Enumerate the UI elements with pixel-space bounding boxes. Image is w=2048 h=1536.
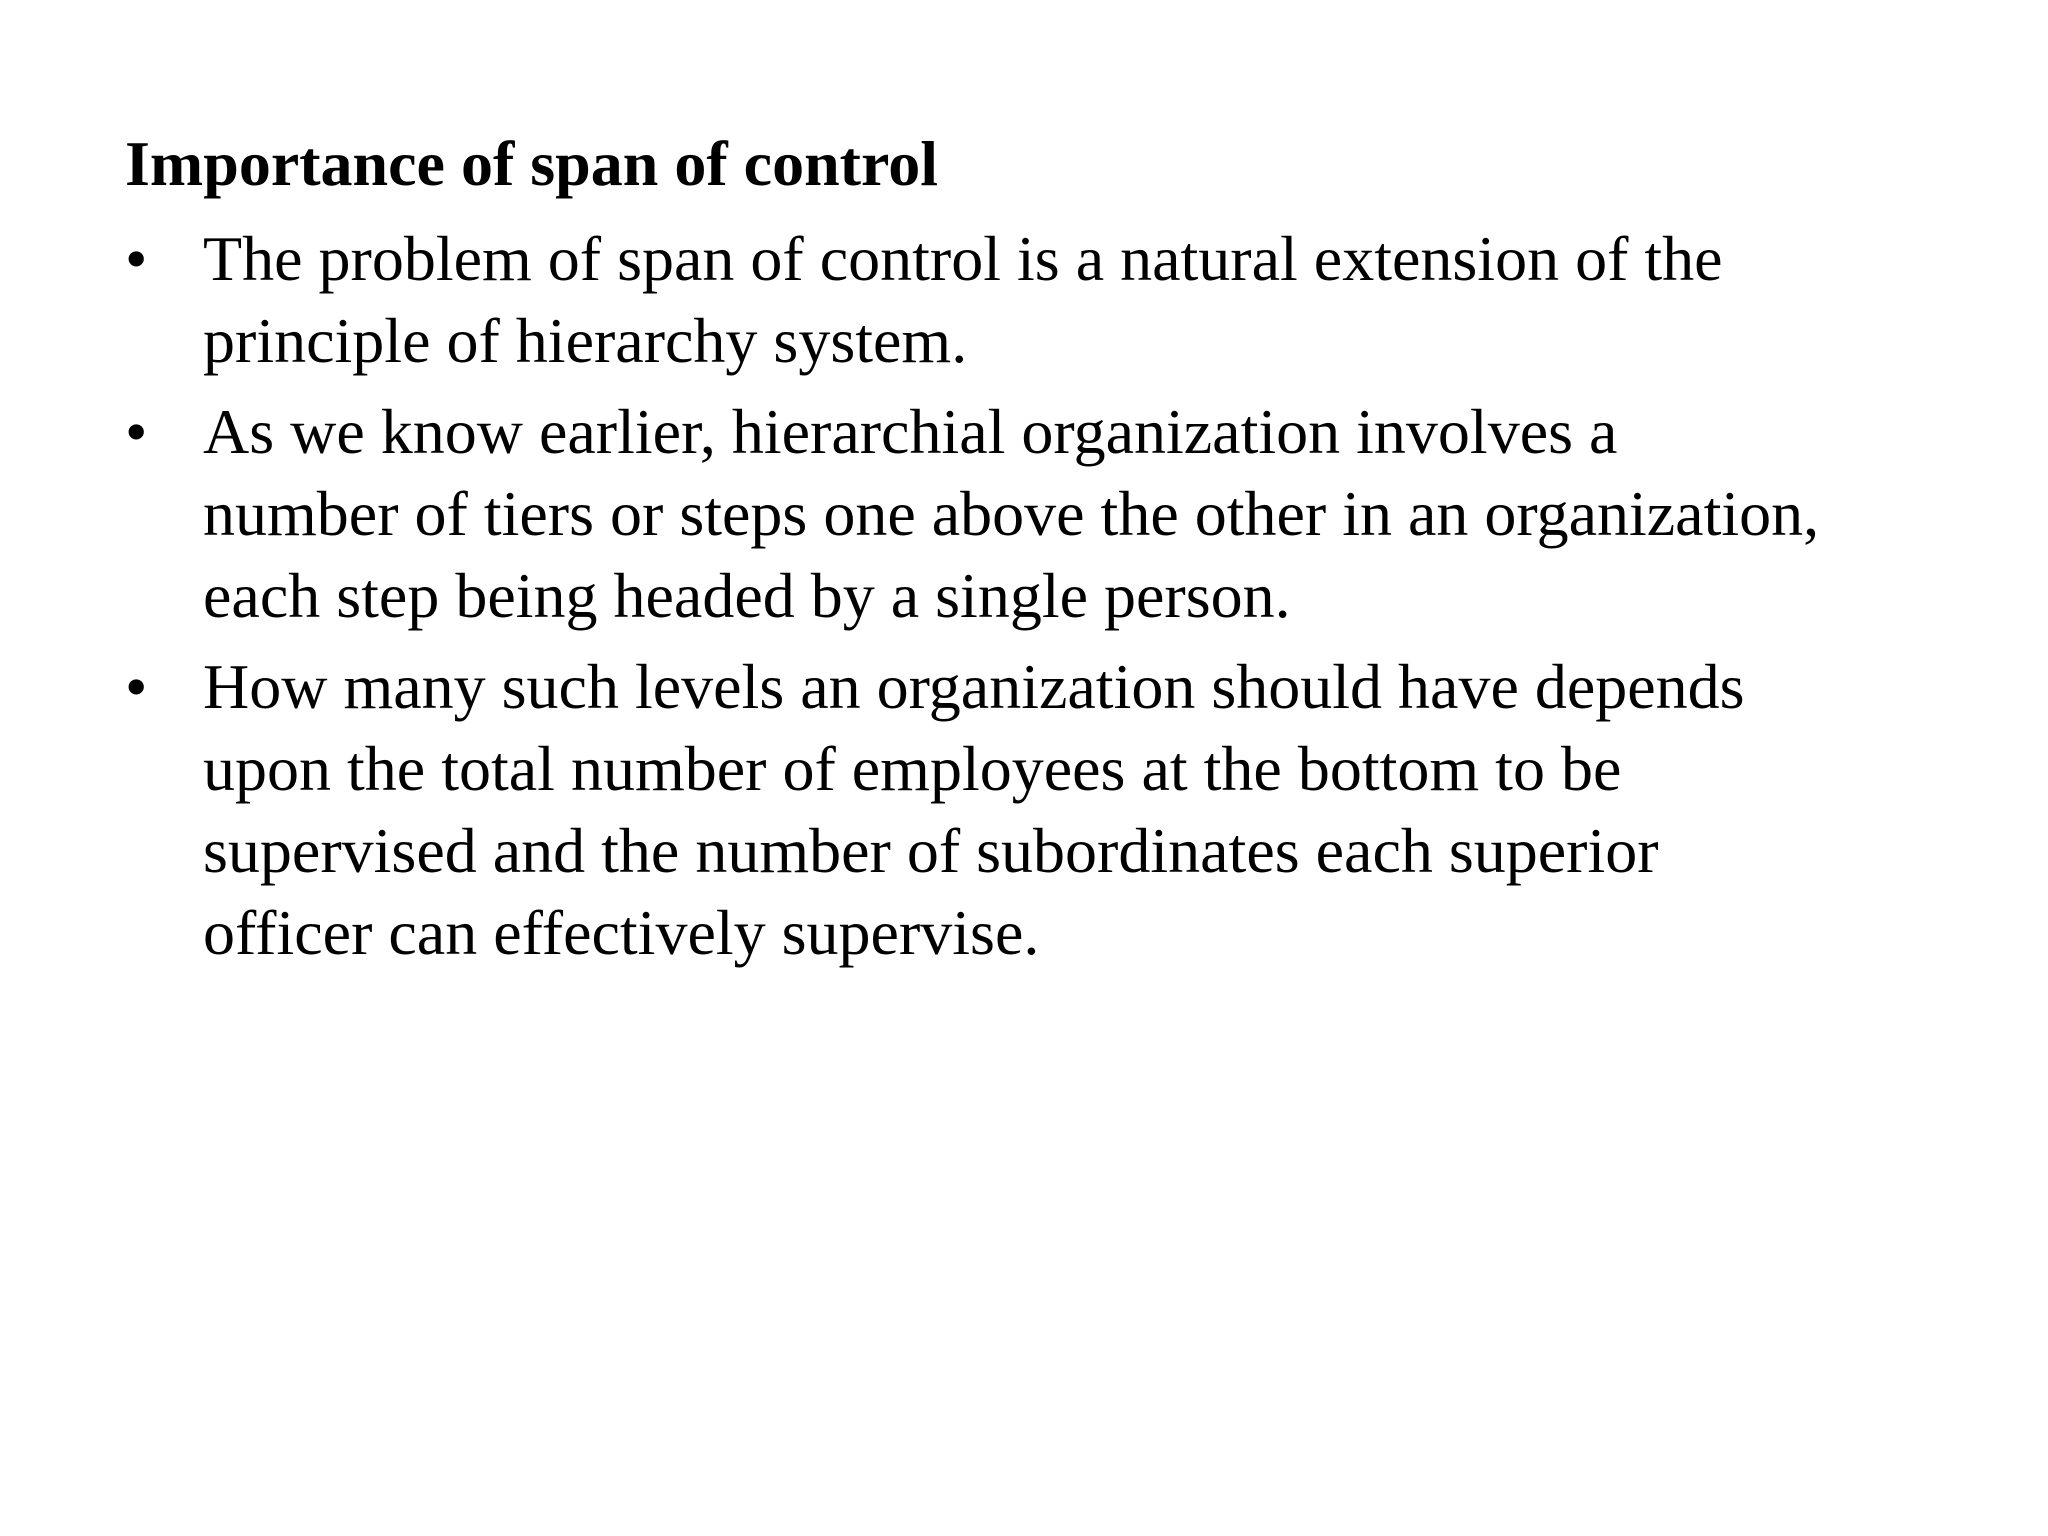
bullet-item: [125, 218, 2005, 382]
bullet-text-line: How many such levels an organization should have depends: [203, 651, 1745, 722]
bullet-text-line: The problem of span of control is a natural extension of the: [203, 223, 1723, 294]
bullet-text-line: number of tiers or steps one above the other in an organization,: [203, 478, 1820, 549]
bullet-text-line: principle of hierarchy system.: [203, 305, 968, 376]
bullet-dot-icon: •: [125, 396, 148, 467]
bullet-text-line: upon the total number of employees at the bottom to be: [203, 733, 1622, 804]
slide-title: Importance of span of control: [125, 128, 938, 199]
bullet-text-line: supervised and the number of subordinates each superior: [203, 815, 1659, 886]
bullet-list: [125, 218, 2005, 983]
bullet-dot-icon: •: [125, 651, 148, 722]
bullet-text-line: As we know earlier, hierarchial organization involves a: [203, 396, 1618, 467]
bullet-text-line: each step being headed by a single person.: [203, 560, 1291, 631]
bullet-dot-icon: •: [125, 223, 148, 294]
bullet-text-line: officer can effectively supervise.: [203, 897, 1040, 968]
bullet-item: [125, 646, 2005, 974]
bullet-item: [125, 391, 2005, 637]
